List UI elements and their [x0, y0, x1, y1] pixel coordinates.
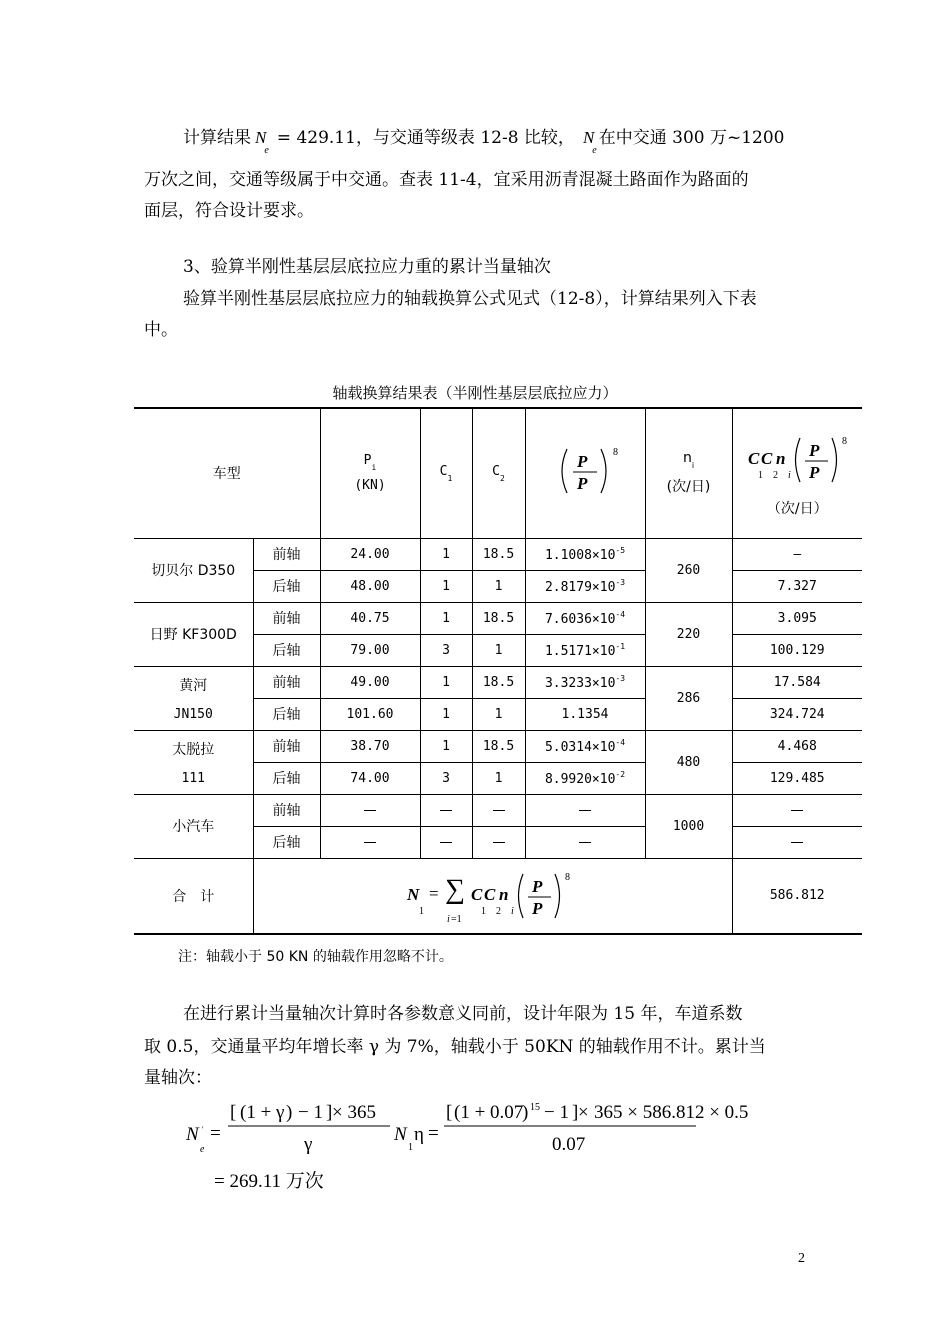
cell-c1: 1 [420, 602, 472, 634]
svg-text:]: ] [326, 1102, 333, 1123]
table-note: 注：轴载小于 50 KN 的轴载作用忽略不计。 [178, 949, 453, 965]
page-number: 2 [798, 1251, 805, 1266]
vehicle-name: 日野 KF300D [134, 602, 253, 666]
cell-ratio: $2.8179\times 10^{-3}$ [525, 570, 645, 602]
header-p: $P_i$ (KN) [320, 408, 420, 538]
cell-ratio: $1.1008\times 10^{-5}$ [525, 538, 645, 570]
header-c2: $C_2$ [472, 408, 525, 538]
axle-label: 前轴 [253, 538, 320, 570]
svg-text:i: i [446, 913, 450, 925]
header-result: C C n 1 2 i P P 8 （次/日） [732, 408, 862, 538]
cell-c1: 1 [420, 730, 472, 762]
svg-text:1: 1 [408, 1142, 413, 1153]
total-formula [253, 858, 732, 934]
cell-p: 101.60 [320, 698, 420, 730]
table-header-row [134, 408, 862, 538]
table-caption: 轴载换算结果表（半刚性基层层底拉应力） [332, 384, 618, 402]
svg-text:P: P [809, 441, 820, 461]
dash-cell [420, 794, 472, 826]
cell-c1: 3 [420, 634, 472, 666]
dash-cell [472, 794, 525, 826]
dash-cell [732, 826, 862, 858]
svg-text:]: ] [572, 1102, 579, 1123]
svg-text:η: η [414, 1124, 424, 1145]
section-heading: 3、验算半刚性基层层底拉应力重的累计当量轴次 [183, 257, 551, 277]
cell-result: 324.724 [732, 698, 862, 730]
svg-text:C: C [483, 884, 495, 904]
cell-c2: 18.5 [472, 666, 525, 698]
den2: 0.07 [552, 1134, 586, 1155]
axle-label: 前轴 [253, 602, 320, 634]
dash-cell [472, 826, 525, 858]
cell-ratio: $7.6036\times 10^{-4}$ [525, 602, 645, 634]
cell-p: 74.00 [320, 762, 420, 794]
table-row [134, 794, 862, 826]
axle-label: 前轴 [253, 794, 320, 826]
svg-text:P: P [577, 452, 588, 472]
svg-text:=: = [428, 1123, 439, 1144]
cell-c2: 1 [472, 698, 525, 730]
cell-ratio: $3.3233\times 10^{-3}$ [525, 666, 645, 698]
cell-c1: 1 [420, 570, 472, 602]
ratio-formula-svg [545, 441, 625, 501]
dash-cell [320, 826, 420, 858]
svg-text:P: P [809, 463, 820, 483]
cell-ratio: $8.9920\times 10^{-2}$ [525, 762, 645, 794]
svg-text:1: 1 [758, 470, 764, 482]
den1: γ [304, 1134, 313, 1155]
header-ratio-formula [525, 408, 645, 538]
cell-n: 220 [645, 602, 732, 666]
svg-text:(1 + 0.07: (1 + 0.07 [454, 1102, 524, 1123]
svg-text:': ' [202, 1125, 204, 1134]
svg-text:C: C [748, 449, 760, 469]
svg-text:n: n [776, 449, 786, 469]
cell-c2: 18.5 [472, 602, 525, 634]
svg-text:1: 1 [480, 905, 486, 917]
svg-text:C: C [470, 884, 482, 904]
result-formula-svg [742, 428, 852, 488]
dash-cell [525, 794, 645, 826]
cell-result: 17.584 [732, 666, 862, 698]
svg-text:[: [ [446, 1102, 453, 1123]
axle-label: 后轴 [253, 634, 320, 666]
cell-c2: 1 [472, 634, 525, 666]
vehicle-name: 小汽车 [134, 794, 253, 858]
cell-p: 38.70 [320, 730, 420, 762]
header-vehicle: 车型 [134, 408, 320, 538]
axle-label: 后轴 [253, 762, 320, 794]
total-value: 586.812 [732, 858, 862, 934]
cell-result: 7.327 [732, 570, 862, 602]
cell-result: 129.485 [732, 762, 862, 794]
svg-text:i: i [510, 905, 514, 917]
table-total-row [134, 858, 862, 934]
svg-text:− 1: − 1 [298, 1102, 323, 1123]
svg-text:): ) [522, 1102, 529, 1123]
para3-line2: 取 0.5，交通量平均年增长率 γ 为 7%，轴载小于 50KN 的轴载作用不计。累计当 [144, 1037, 766, 1057]
cell-n: 480 [645, 730, 732, 794]
svg-text:): ) [286, 1102, 293, 1123]
axle-load-table [134, 407, 862, 935]
table-row [134, 602, 862, 634]
cell-result: 4.468 [732, 730, 862, 762]
axle-label: 后轴 [253, 570, 320, 602]
cell-n: 260 [645, 538, 732, 602]
vehicle-name: 太脱拉 111 [134, 730, 253, 794]
para3-line3: 量轴次： [144, 1068, 212, 1088]
para2-line1: 验算半刚性基层层底拉应力的轴载换算公式见式（12-8），计算结果列入下表 [183, 289, 757, 309]
para1-line1: 计算结果 $N_e= 429.11$，与交通等级表 12-8 比较， $N_e$在中交通 300 万~1200 [183, 128, 785, 156]
vehicle-name: 黄河 JN150 [134, 666, 253, 730]
cell-result: 100.129 [732, 634, 862, 666]
cell-c2: 18.5 [472, 538, 525, 570]
svg-text:C: C [761, 449, 773, 469]
svg-text:15: 15 [530, 1102, 540, 1113]
cell-p: 40.75 [320, 602, 420, 634]
cell-p: 48.00 [320, 570, 420, 602]
total-label: 合 计 [134, 858, 253, 934]
svg-text:[: [ [230, 1102, 237, 1123]
svg-text:N: N [186, 1124, 199, 1145]
svg-text:P: P [531, 898, 542, 918]
svg-text:8: 8 [564, 871, 570, 883]
svg-text:e: e [200, 1144, 205, 1155]
cell-c2: 18.5 [472, 730, 525, 762]
svg-text:N: N [394, 1124, 407, 1145]
cell-ratio: 1.1354 [525, 698, 645, 730]
cell-p: 24.00 [320, 538, 420, 570]
cell-p: 79.00 [320, 634, 420, 666]
cell-c1: 1 [420, 666, 472, 698]
svg-text:×: × [578, 1102, 589, 1123]
cell-ratio: $1.5171\times 10^{-1}$ [525, 634, 645, 666]
svg-text:n: n [498, 884, 508, 904]
dash-cell [420, 826, 472, 858]
svg-text:∑: ∑ [444, 873, 465, 905]
svg-text:=: = [428, 883, 439, 903]
para3-line1: 在进行累计当量轴次计算时各参数意义同前，设计年限为 15 年，车道系数 [183, 1004, 743, 1024]
total-formula-svg [403, 862, 583, 926]
svg-text:− 1: − 1 [544, 1102, 569, 1123]
svg-text:i: i [788, 470, 792, 482]
svg-text:× 365: × 365 [332, 1102, 376, 1123]
svg-text:1: 1 [418, 905, 424, 917]
cell-c2: 1 [472, 762, 525, 794]
svg-text:P: P [577, 474, 588, 494]
svg-text:2: 2 [495, 905, 501, 917]
para1-line2: 万次之间，交通等级属于中交通。查表 11-4，宜采用沥青混凝土路面作为路面的 [144, 170, 749, 190]
cell-n: 1000 [645, 794, 732, 858]
header-c1: $C_1$ [420, 408, 472, 538]
dash-cell [320, 794, 420, 826]
dash-cell [525, 826, 645, 858]
cell-ratio: $5.0314\times 10^{-4}$ [525, 730, 645, 762]
cell-n: 286 [645, 666, 732, 730]
svg-text:P: P [531, 876, 542, 896]
table-row [134, 730, 862, 762]
svg-text:(1 + γ: (1 + γ [240, 1102, 285, 1123]
axle-label: 后轴 [253, 698, 320, 730]
table-row [134, 538, 862, 570]
svg-text:N: N [406, 884, 419, 904]
para2-line2: 中。 [144, 320, 178, 340]
num2: 365 × 586.812 × 0.5 [594, 1102, 749, 1123]
svg-text:8: 8 [842, 436, 848, 448]
cell-c2: 1 [472, 570, 525, 602]
header-n: $n_i$ (次/日) [645, 408, 732, 538]
dash-cell [732, 794, 862, 826]
svg-text:=1: =1 [450, 913, 462, 925]
svg-text:=: = [210, 1123, 221, 1144]
axle-label: 后轴 [253, 826, 320, 858]
axle-label: 前轴 [253, 730, 320, 762]
vehicle-name: 切贝尔 D350 [134, 538, 253, 602]
cell-c1: 1 [420, 538, 472, 570]
formula-result: = 269.11 万次 [214, 1171, 324, 1192]
cell-result: 3.095 [732, 602, 862, 634]
cell-c1: 3 [420, 762, 472, 794]
svg-text:8: 8 [613, 447, 618, 459]
cell-c1: 1 [420, 698, 472, 730]
cell-result: — [732, 538, 862, 570]
cell-p: 49.00 [320, 666, 420, 698]
table-row [134, 666, 862, 698]
para1-line3: 面层，符合设计要求。 [144, 201, 314, 221]
svg-text:2: 2 [773, 470, 779, 482]
cumulative-axle-formula [180, 1092, 749, 1162]
axle-label: 前轴 [253, 666, 320, 698]
